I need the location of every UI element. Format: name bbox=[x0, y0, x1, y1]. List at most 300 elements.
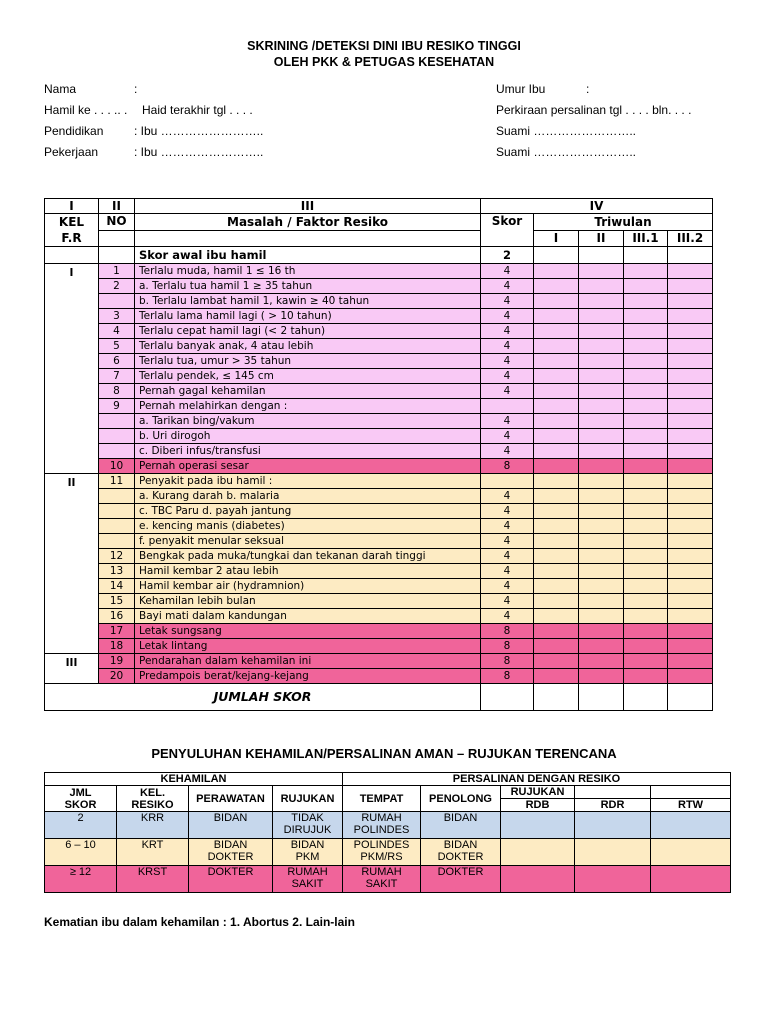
risk-skor: 4 bbox=[481, 534, 534, 549]
risk-text: Pendarahan dalam kehamilan ini bbox=[135, 654, 481, 669]
risk-row bbox=[45, 429, 713, 444]
pekerjaan-suami: Suami …………………….. bbox=[496, 145, 637, 159]
nama-colon: : bbox=[134, 82, 138, 96]
triwulan-subheader-row bbox=[45, 230, 713, 247]
plan-skor: 6 – 10 bbox=[45, 839, 117, 866]
risk-no bbox=[99, 489, 135, 504]
risk-skor: 4 bbox=[481, 594, 534, 609]
risk-t1 bbox=[534, 624, 579, 639]
info-row-hamil bbox=[44, 103, 724, 119]
risk-text: Letak sungsang bbox=[135, 624, 481, 639]
risk-text: Bayi mati dalam kandungan bbox=[135, 609, 481, 624]
risk-t3 bbox=[624, 564, 668, 579]
risk-row bbox=[45, 519, 713, 534]
risk-t4 bbox=[668, 339, 713, 354]
umur-ibu-label: Umur Ibu bbox=[496, 82, 546, 96]
plan-rdb bbox=[501, 866, 575, 893]
risk-t2 bbox=[579, 549, 624, 564]
risk-t1 bbox=[534, 309, 579, 324]
risk-t2 bbox=[579, 579, 624, 594]
risk-skor bbox=[481, 399, 534, 414]
risk-row bbox=[45, 504, 713, 519]
risk-text: a. Tarikan bing/vakum bbox=[135, 414, 481, 429]
risk-t1 bbox=[534, 459, 579, 474]
risk-row bbox=[45, 384, 713, 399]
plan-rdr bbox=[575, 812, 651, 839]
risk-t2 bbox=[579, 624, 624, 639]
risk-t2 bbox=[579, 519, 624, 534]
risk-t4 bbox=[668, 324, 713, 339]
risk-no: 14 bbox=[99, 579, 135, 594]
jml-label: JML bbox=[69, 786, 92, 799]
risk-t3 bbox=[624, 639, 668, 654]
plan-rdb bbox=[501, 839, 575, 866]
plan-penolong-line1: BIDAN bbox=[443, 839, 478, 851]
skor-awal-row bbox=[45, 247, 713, 264]
risk-no bbox=[99, 504, 135, 519]
risk-no: 2 bbox=[99, 279, 135, 294]
risk-row bbox=[45, 579, 713, 594]
label-header-row bbox=[45, 214, 713, 231]
risk-row bbox=[45, 534, 713, 549]
plan-rujukan-line1: BIDAN bbox=[290, 839, 325, 851]
jumlah-t2 bbox=[579, 684, 624, 711]
risk-skor: 4 bbox=[481, 384, 534, 399]
risk-t2 bbox=[579, 504, 624, 519]
risk-t3 bbox=[624, 399, 668, 414]
risk-t4 bbox=[668, 369, 713, 384]
risk-skor: 4 bbox=[481, 309, 534, 324]
risk-t1 bbox=[534, 489, 579, 504]
tri-col-4: III.2 bbox=[668, 230, 713, 247]
risk-t1 bbox=[534, 294, 579, 309]
pekerjaan-ibu: : Ibu …………………….. bbox=[134, 145, 264, 159]
risk-text: f. penyakit menular seksual bbox=[135, 534, 481, 549]
rdr-header: RDR bbox=[575, 799, 651, 812]
risk-no bbox=[99, 519, 135, 534]
risk-t2 bbox=[579, 444, 624, 459]
risk-row bbox=[45, 324, 713, 339]
risk-no: 18 bbox=[99, 639, 135, 654]
skor-awal-value: 2 bbox=[481, 247, 534, 264]
risk-no: 7 bbox=[99, 369, 135, 384]
risk-row bbox=[45, 609, 713, 624]
risk-t4 bbox=[668, 309, 713, 324]
risk-text: Terlalu banyak anak, 4 atau lebih bbox=[135, 339, 481, 354]
kel-resiko-header bbox=[117, 786, 189, 812]
risk-t1 bbox=[534, 279, 579, 294]
risk-no: 10 bbox=[99, 459, 135, 474]
risk-t4 bbox=[668, 414, 713, 429]
pekerjaan-label: Pekerjaan bbox=[44, 145, 99, 159]
skor-awal-t3 bbox=[624, 247, 668, 264]
rdb-header: RDB bbox=[501, 799, 575, 812]
risk-t3 bbox=[624, 384, 668, 399]
plan-skor: 2 bbox=[45, 812, 117, 839]
risk-row bbox=[45, 309, 713, 324]
plan-tempat-line1: POLINDES bbox=[353, 839, 410, 851]
plan-penolong-line2: DOKTER bbox=[437, 851, 484, 863]
no-header-blank bbox=[99, 230, 135, 247]
risk-t3 bbox=[624, 309, 668, 324]
risk-t2 bbox=[579, 594, 624, 609]
risk-t2 bbox=[579, 399, 624, 414]
risk-t3 bbox=[624, 414, 668, 429]
skor-awal-no bbox=[99, 247, 135, 264]
plan-skor: ≥ 12 bbox=[45, 866, 117, 893]
skor-awal-t4 bbox=[668, 247, 713, 264]
risk-t4 bbox=[668, 444, 713, 459]
tri-col-1: I bbox=[534, 230, 579, 247]
risk-t3 bbox=[624, 654, 668, 669]
plan-row-krr bbox=[45, 812, 731, 839]
risk-text: b. Uri dirogoh bbox=[135, 429, 481, 444]
masalah-header: Masalah / Faktor Resiko bbox=[135, 214, 481, 231]
plan-perawatan bbox=[189, 839, 273, 866]
risk-text: Penyakit pada ibu hamil : bbox=[135, 474, 481, 489]
plan-perawatan-line1: BIDAN bbox=[213, 839, 248, 851]
risk-t1 bbox=[534, 669, 579, 684]
plan-rujukan bbox=[273, 812, 343, 839]
risk-t2 bbox=[579, 489, 624, 504]
risk-t1 bbox=[534, 339, 579, 354]
risk-text: Predampois berat/kejang-kejang bbox=[135, 669, 481, 684]
risk-t3 bbox=[624, 504, 668, 519]
risk-t3 bbox=[624, 474, 668, 489]
risk-t4 bbox=[668, 639, 713, 654]
risk-row bbox=[45, 549, 713, 564]
identity-section bbox=[44, 82, 724, 162]
risk-no bbox=[99, 429, 135, 444]
risk-t3 bbox=[624, 534, 668, 549]
risk-t4 bbox=[668, 624, 713, 639]
col-roman-3: III bbox=[135, 199, 481, 214]
risk-text: Kehamilan lebih bulan bbox=[135, 594, 481, 609]
risk-t3 bbox=[624, 279, 668, 294]
risk-t4 bbox=[668, 474, 713, 489]
plan-rujukan-line2: PKM bbox=[295, 851, 320, 863]
risk-skor: 4 bbox=[481, 429, 534, 444]
risk-text: Bengkak pada muka/tungkai dan tekanan darah tinggi bbox=[135, 549, 481, 564]
risk-no: 4 bbox=[99, 324, 135, 339]
masalah-header-blank bbox=[135, 230, 481, 247]
kel-label: KEL. bbox=[139, 786, 166, 799]
risk-skor: 4 bbox=[481, 564, 534, 579]
plan-tempat-line1: RUMAH bbox=[361, 866, 402, 878]
pendidikan-ibu: : Ibu …………………….. bbox=[134, 124, 264, 138]
risk-text: Pernah gagal kehamilan bbox=[135, 384, 481, 399]
risk-skor bbox=[481, 474, 534, 489]
kel-group-cell: II bbox=[45, 474, 99, 654]
plan-group-row bbox=[45, 773, 731, 786]
risk-t1 bbox=[534, 354, 579, 369]
risk-t2 bbox=[579, 309, 624, 324]
risk-t4 bbox=[668, 264, 713, 279]
plan-tempat-line2: POLINDES bbox=[353, 824, 410, 836]
no-header: NO bbox=[99, 214, 135, 231]
plan-col-row-1 bbox=[45, 786, 731, 799]
risk-t4 bbox=[668, 564, 713, 579]
jumlah-skor-row bbox=[45, 684, 713, 711]
risk-text: Hamil kembar air (hydramnion) bbox=[135, 579, 481, 594]
risk-t4 bbox=[668, 669, 713, 684]
plan-rujukan-line1: RUMAH bbox=[287, 866, 328, 878]
risk-t2 bbox=[579, 564, 624, 579]
tri-col-3: III.1 bbox=[624, 230, 668, 247]
risk-t3 bbox=[624, 459, 668, 474]
risk-t3 bbox=[624, 489, 668, 504]
tri-col-2: II bbox=[579, 230, 624, 247]
risk-t3 bbox=[624, 444, 668, 459]
risk-t4 bbox=[668, 654, 713, 669]
risk-t1 bbox=[534, 594, 579, 609]
plan-rujukan bbox=[273, 866, 343, 893]
penolong-header: PENOLONG bbox=[421, 786, 501, 812]
hamil-ke-label: Hamil ke . . . .. . bbox=[44, 103, 128, 117]
plan-tempat bbox=[343, 866, 421, 893]
risk-t4 bbox=[668, 504, 713, 519]
risk-t3 bbox=[624, 669, 668, 684]
risk-t1 bbox=[534, 429, 579, 444]
fr-label: F.R bbox=[61, 231, 82, 245]
risk-t3 bbox=[624, 609, 668, 624]
risk-text: a. Kurang darah b. malaria bbox=[135, 489, 481, 504]
risk-t3 bbox=[624, 624, 668, 639]
plan-perawatan-line2: DOKTER bbox=[207, 851, 254, 863]
risk-row bbox=[45, 294, 713, 309]
risk-no: 20 bbox=[99, 669, 135, 684]
risk-row bbox=[45, 339, 713, 354]
risk-t1 bbox=[534, 384, 579, 399]
risk-t3 bbox=[624, 519, 668, 534]
risk-t1 bbox=[534, 474, 579, 489]
jumlah-skor-label: JUMLAH SKOR bbox=[45, 684, 481, 711]
plan-tempat-line1: RUMAH bbox=[361, 812, 402, 824]
plan-row-krt bbox=[45, 839, 731, 866]
kel-fr-header bbox=[45, 214, 99, 247]
risk-text: Terlalu cepat hamil lagi (< 2 tahun) bbox=[135, 324, 481, 339]
risk-t2 bbox=[579, 429, 624, 444]
risk-skor: 8 bbox=[481, 459, 534, 474]
risk-t2 bbox=[579, 669, 624, 684]
risk-text: Terlalu muda, hamil 1 ≤ 16 th bbox=[135, 264, 481, 279]
risk-t3 bbox=[624, 294, 668, 309]
risk-no bbox=[99, 414, 135, 429]
plan-perawatan: BIDAN bbox=[189, 812, 273, 839]
info-row-pekerjaan bbox=[44, 145, 724, 161]
risk-skor: 8 bbox=[481, 654, 534, 669]
risk-no: 8 bbox=[99, 384, 135, 399]
risk-t2 bbox=[579, 264, 624, 279]
kehamilan-header: KEHAMILAN bbox=[45, 773, 343, 786]
risk-t1 bbox=[534, 324, 579, 339]
risk-t4 bbox=[668, 294, 713, 309]
perawatan-header: PERAWATAN bbox=[189, 786, 273, 812]
risk-no bbox=[99, 444, 135, 459]
risk-skor: 4 bbox=[481, 354, 534, 369]
skor-awal-label: Skor awal ibu hamil bbox=[135, 247, 481, 264]
risk-t4 bbox=[668, 384, 713, 399]
risk-skor: 4 bbox=[481, 489, 534, 504]
rujukan2-header: RUJUKAN bbox=[501, 786, 575, 799]
risk-t3 bbox=[624, 549, 668, 564]
kel-label: KEL bbox=[58, 215, 85, 229]
risk-row bbox=[45, 369, 713, 384]
plan-tempat bbox=[343, 839, 421, 866]
risk-t1 bbox=[534, 399, 579, 414]
risk-t2 bbox=[579, 384, 624, 399]
risk-t4 bbox=[668, 489, 713, 504]
risk-row bbox=[45, 654, 713, 669]
risk-t4 bbox=[668, 399, 713, 414]
risk-no: 13 bbox=[99, 564, 135, 579]
plan-kel: KRR bbox=[117, 812, 189, 839]
risk-no: 16 bbox=[99, 609, 135, 624]
plan-rujukan-line2: DIRUJUK bbox=[283, 824, 332, 836]
rujukan-header: RUJUKAN bbox=[273, 786, 343, 812]
rtw-header: RTW bbox=[651, 799, 731, 812]
risk-text: c. TBC Paru d. payah jantung bbox=[135, 504, 481, 519]
plan-rdr bbox=[575, 866, 651, 893]
risk-text: Terlalu lama hamil lagi ( > 10 tahun) bbox=[135, 309, 481, 324]
risk-t1 bbox=[534, 519, 579, 534]
risk-t4 bbox=[668, 429, 713, 444]
risk-no: 1 bbox=[99, 264, 135, 279]
plan-tempat-line2: PKM/RS bbox=[360, 851, 403, 863]
risk-t1 bbox=[534, 639, 579, 654]
plan-rujukan-line1: TIDAK bbox=[291, 812, 324, 824]
plan-heading: PENYULUHAN KEHAMILAN/PERSALINAN AMAN – RUJUKAN TERENCANA bbox=[151, 746, 617, 761]
risk-t2 bbox=[579, 369, 624, 384]
risk-t4 bbox=[668, 609, 713, 624]
risk-row bbox=[45, 669, 713, 684]
risk-skor: 8 bbox=[481, 624, 534, 639]
referral-plan-table bbox=[44, 772, 731, 893]
pendidikan-suami: Suami …………………….. bbox=[496, 124, 637, 138]
risk-t3 bbox=[624, 264, 668, 279]
risk-no: 5 bbox=[99, 339, 135, 354]
risk-no: 12 bbox=[99, 549, 135, 564]
pendidikan-label: Pendidikan bbox=[44, 124, 104, 138]
risk-t3 bbox=[624, 369, 668, 384]
plan-rtw bbox=[651, 866, 731, 893]
persalinan-header: PERSALINAN DENGAN RESIKO bbox=[343, 773, 731, 786]
plan-penolong bbox=[421, 839, 501, 866]
plan-rtw bbox=[651, 812, 731, 839]
risk-row bbox=[45, 264, 713, 279]
risk-row bbox=[45, 639, 713, 654]
nama-label: Nama bbox=[44, 82, 77, 96]
risk-text: Letak lintang bbox=[135, 639, 481, 654]
plan-perawatan: DOKTER bbox=[189, 866, 273, 893]
haid-terakhir-label: Haid terakhir tgl . . . . bbox=[142, 103, 253, 117]
risk-t3 bbox=[624, 429, 668, 444]
jumlah-t3 bbox=[624, 684, 668, 711]
risk-t1 bbox=[534, 609, 579, 624]
risk-t1 bbox=[534, 564, 579, 579]
risk-row bbox=[45, 444, 713, 459]
skor-header: Skor bbox=[481, 214, 534, 247]
plan-penolong: DOKTER bbox=[421, 866, 501, 893]
plan-kel: KRST bbox=[117, 866, 189, 893]
risk-no: 11 bbox=[99, 474, 135, 489]
risk-skor: 8 bbox=[481, 669, 534, 684]
risk-skor: 4 bbox=[481, 264, 534, 279]
perkiraan-persalinan-label: Perkiraan persalinan tgl . . . . bln. . . . bbox=[496, 103, 692, 117]
risk-t2 bbox=[579, 459, 624, 474]
risk-row bbox=[45, 564, 713, 579]
risk-no: 19 bbox=[99, 654, 135, 669]
risk-row bbox=[45, 354, 713, 369]
risk-t3 bbox=[624, 324, 668, 339]
risk-row bbox=[45, 594, 713, 609]
risk-row bbox=[45, 414, 713, 429]
risk-skor: 4 bbox=[481, 504, 534, 519]
col-roman-2: II bbox=[99, 199, 135, 214]
rujukan2-blank-1 bbox=[575, 786, 651, 799]
risk-skor: 4 bbox=[481, 369, 534, 384]
info-row-pendidikan bbox=[44, 124, 724, 140]
risk-t3 bbox=[624, 579, 668, 594]
plan-kel: KRT bbox=[117, 839, 189, 866]
jml-skor-header bbox=[45, 786, 117, 812]
risk-text: a. Terlalu tua hamil 1 ≥ 35 tahun bbox=[135, 279, 481, 294]
kel-group-cell: III bbox=[45, 654, 99, 684]
risk-row bbox=[45, 474, 713, 489]
plan-penolong: BIDAN bbox=[421, 812, 501, 839]
risk-t4 bbox=[668, 549, 713, 564]
risk-no: 3 bbox=[99, 309, 135, 324]
risk-t2 bbox=[579, 339, 624, 354]
umur-colon: : bbox=[586, 82, 590, 96]
risk-t2 bbox=[579, 534, 624, 549]
col-roman-1: I bbox=[45, 199, 99, 214]
risk-skor: 4 bbox=[481, 294, 534, 309]
risk-t2 bbox=[579, 294, 624, 309]
plan-rdr bbox=[575, 839, 651, 866]
risk-no: 17 bbox=[99, 624, 135, 639]
risk-t1 bbox=[534, 369, 579, 384]
jumlah-skor-value bbox=[481, 684, 534, 711]
risk-t4 bbox=[668, 279, 713, 294]
risk-t2 bbox=[579, 324, 624, 339]
risk-no bbox=[99, 294, 135, 309]
risk-t4 bbox=[668, 579, 713, 594]
risk-no: 15 bbox=[99, 594, 135, 609]
risk-text: c. Diberi infus/transfusi bbox=[135, 444, 481, 459]
risk-t4 bbox=[668, 459, 713, 474]
risk-t4 bbox=[668, 534, 713, 549]
info-row-nama bbox=[44, 82, 724, 98]
risk-t2 bbox=[579, 414, 624, 429]
risk-t1 bbox=[534, 504, 579, 519]
plan-rujukan bbox=[273, 839, 343, 866]
risk-text: Hamil kembar 2 atau lebih bbox=[135, 564, 481, 579]
risk-no bbox=[99, 534, 135, 549]
rujukan2-blank-2 bbox=[651, 786, 731, 799]
tempat-header: TEMPAT bbox=[343, 786, 421, 812]
triwulan-header: Triwulan bbox=[534, 214, 713, 231]
risk-text: Terlalu pendek, ≤ 145 cm bbox=[135, 369, 481, 384]
risk-skor: 4 bbox=[481, 444, 534, 459]
skor-awal-t2 bbox=[579, 247, 624, 264]
skor-awal-t1 bbox=[534, 247, 579, 264]
risk-skor: 8 bbox=[481, 639, 534, 654]
skor-label: SKOR bbox=[64, 798, 97, 811]
risk-text: b. Terlalu lambat hamil 1, kawin ≥ 40 tahun bbox=[135, 294, 481, 309]
risk-row bbox=[45, 279, 713, 294]
risk-skor: 4 bbox=[481, 414, 534, 429]
